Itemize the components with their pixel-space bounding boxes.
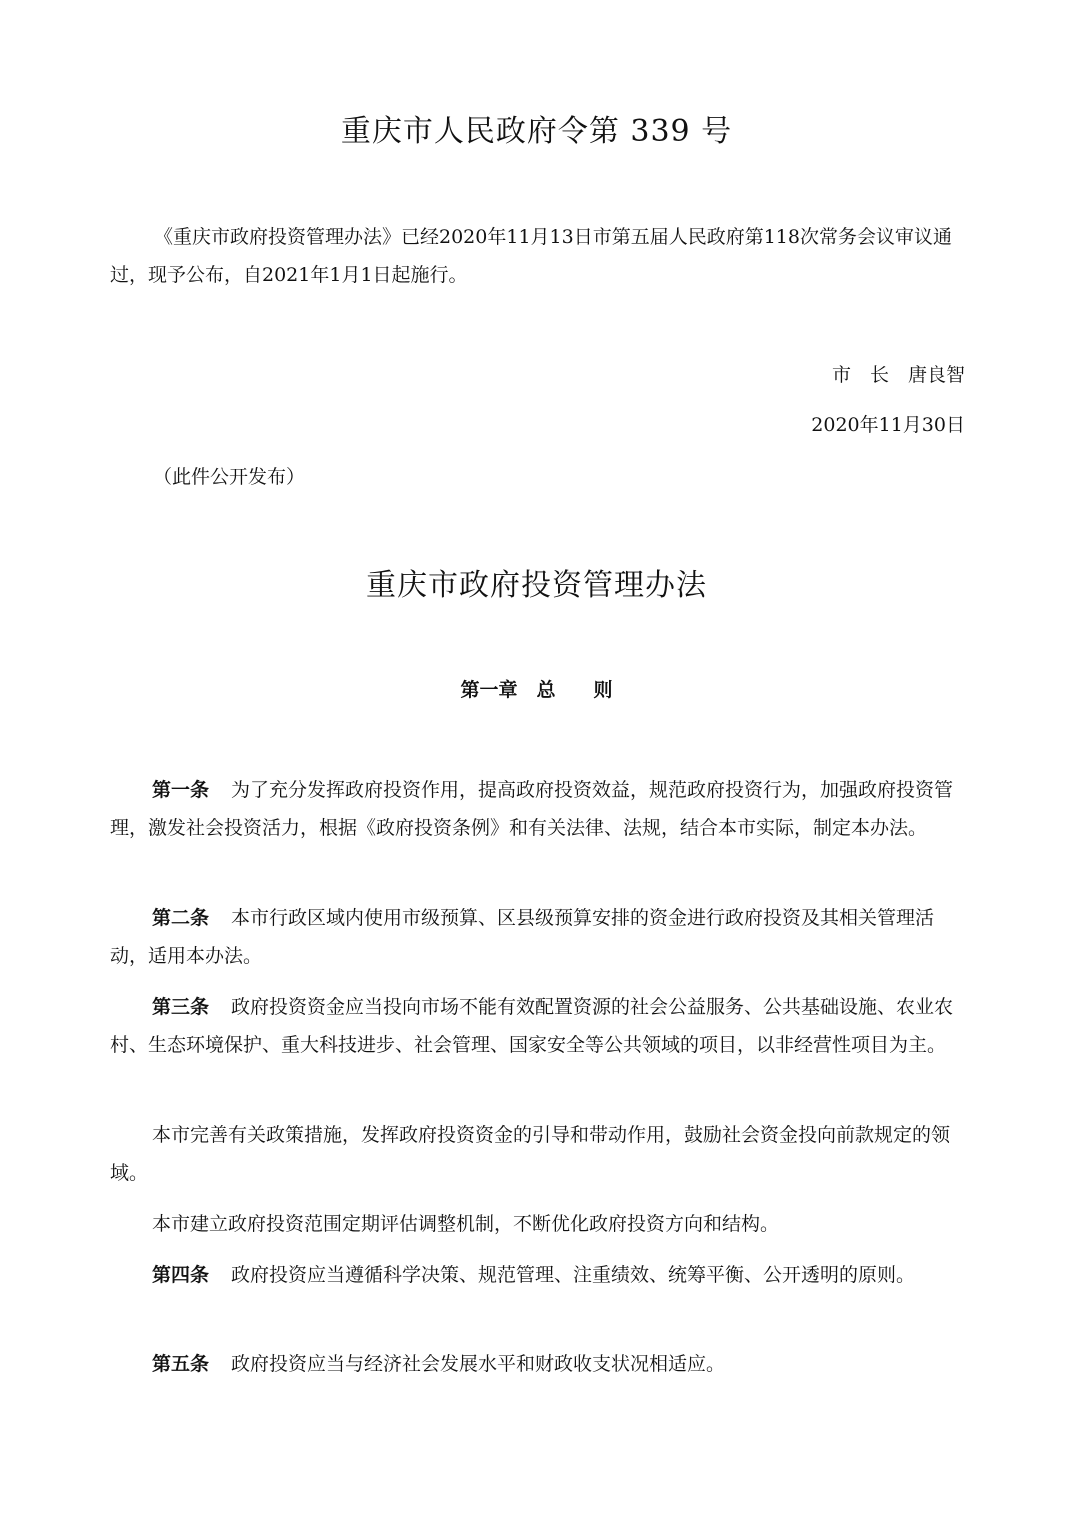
article-label: 第二条	[152, 907, 210, 929]
article-label: 第三条	[152, 996, 210, 1018]
law-title: 重庆市政府投资管理办法	[366, 568, 707, 603]
article-2	[110, 899, 958, 975]
article-label: 第一条	[152, 779, 210, 801]
article-text: 本市行政区域内使用市级预算、区县级预算安排的资金进行政府投资及其相关管理活动，适用本办法。	[110, 907, 935, 967]
signer: 市 长 唐良智	[831, 364, 965, 386]
article-5	[110, 1345, 958, 1383]
article-text: 政府投资资金应当投向市场不能有效配置资源的社会公益服务、公共基础设施、农业农村、生态环境保护、重大科技进步、社会管理、国家安全等公共领域的项目，以非经营性项目为主。	[110, 996, 954, 1056]
article-label: 第五条	[152, 1353, 210, 1375]
article-text: 为了充分发挥政府投资作用，提高政府投资效益，规范政府投资行为，加强政府投资管理，激发社会投资活力，根据《政府投资条例》和有关法律、法规，结合本市实际，制定本办法。	[110, 779, 954, 839]
article-4	[110, 1256, 958, 1294]
article-1	[110, 771, 958, 847]
public-note: （此件公开发布）	[153, 466, 306, 488]
article-label: 第四条	[152, 1264, 210, 1286]
article-3	[110, 988, 958, 1064]
article-text: 政府投资应当与经济社会发展水平和财政收支状况相适应。	[231, 1353, 726, 1375]
intro-paragraph: 《重庆市政府投资管理办法》已经2020年11月13日市第五届人民政府第118次常务会议审议通过，现予公布，自2021年1月1日起施行。	[110, 226, 952, 286]
chapter-heading: 第一章 总 则	[460, 679, 613, 701]
article-3-paragraph-3: 本市建立政府投资范围定期评估调整机制，不断优化政府投资方向和结构。	[152, 1213, 780, 1235]
order-title: 重庆市人民政府令第 339 号	[340, 114, 733, 149]
article-3-paragraph-2: 本市完善有关政策措施，发挥政府投资资金的引导和带动作用，鼓励社会资金投向前款规定的领域。	[110, 1124, 951, 1184]
sign-date: 2020年11月30日	[811, 414, 965, 436]
article-text: 政府投资应当遵循科学决策、规范管理、注重绩效、统筹平衡、公开透明的原则。	[231, 1264, 916, 1286]
